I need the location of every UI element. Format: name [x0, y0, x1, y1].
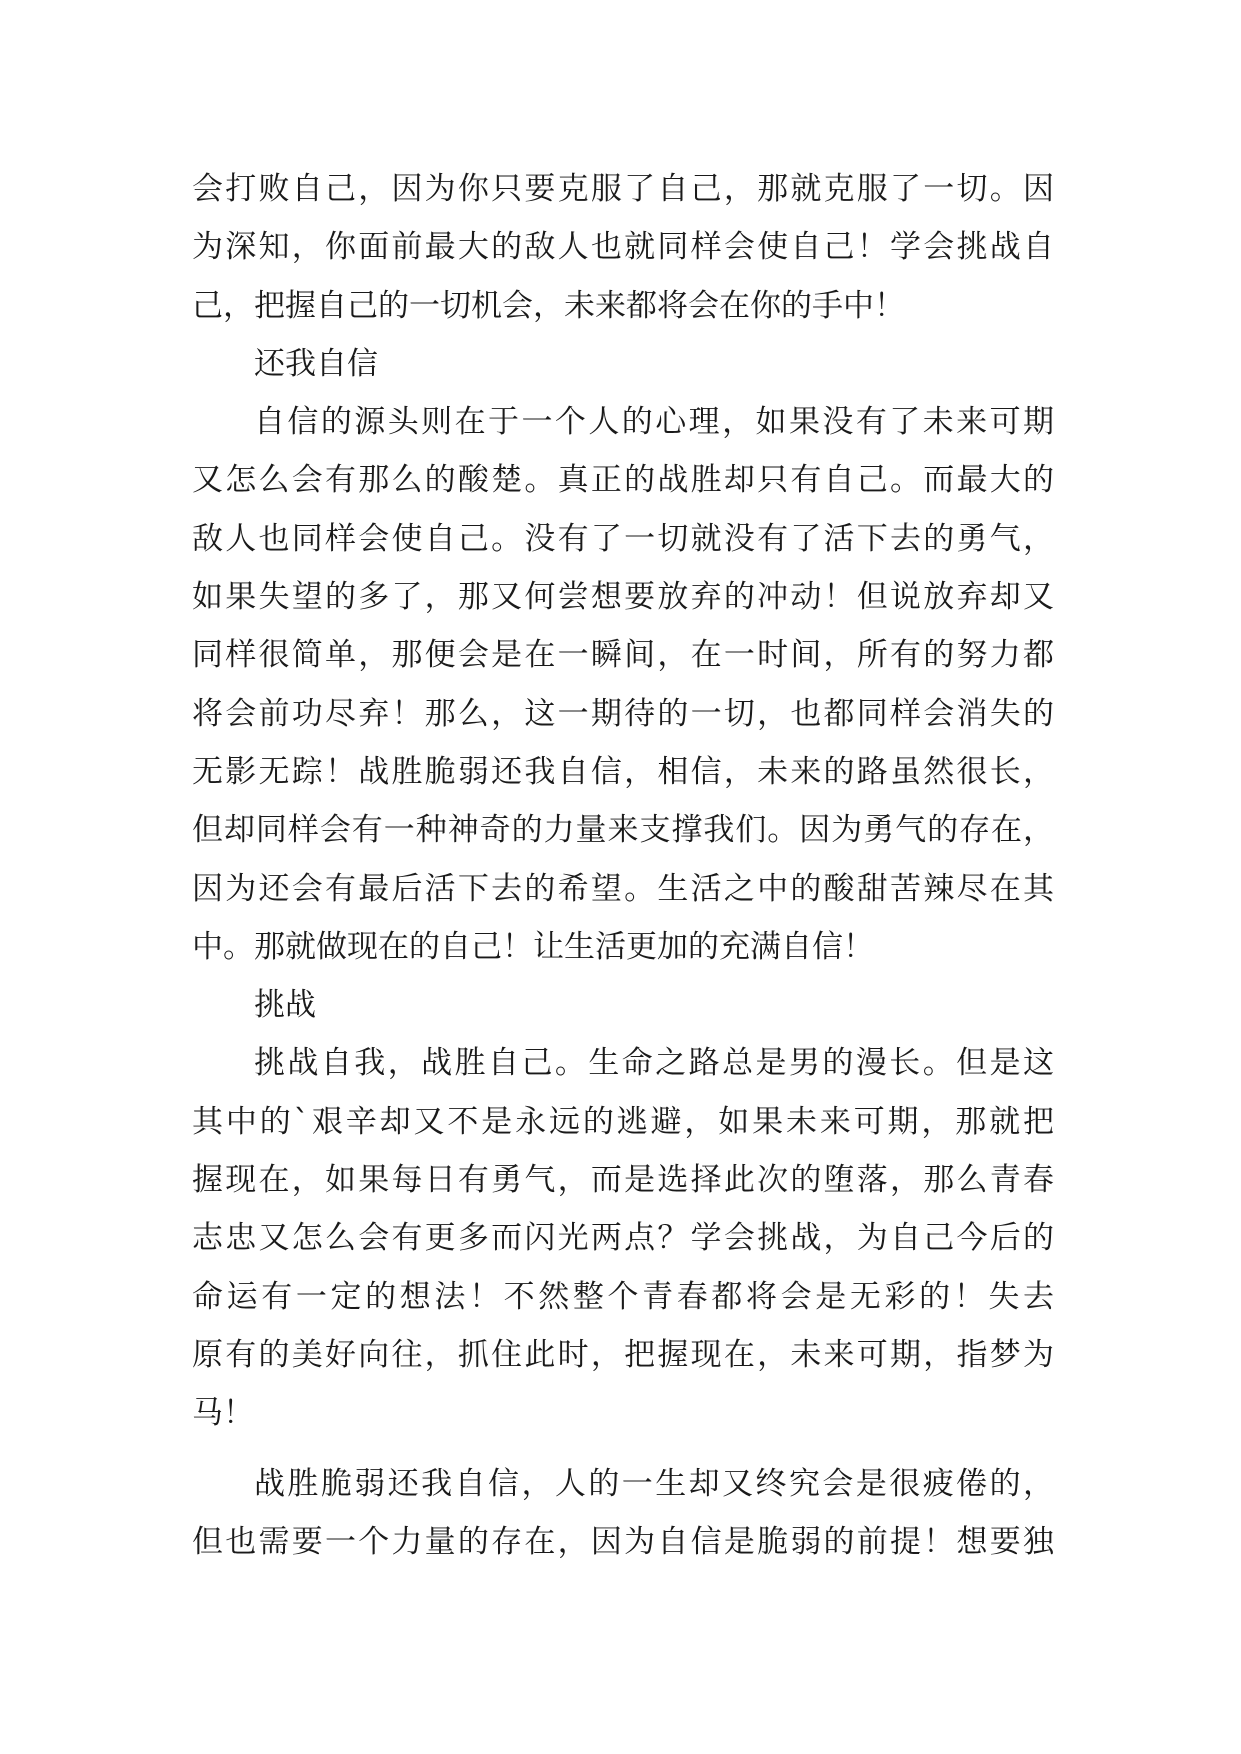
- section-heading: 还我自信: [254, 345, 378, 382]
- text-line: 同样很简单，那便会是在一瞬间，在一时间，所有的努力都: [192, 637, 1054, 674]
- text-line: 命运有一定的想法！不然整个青春都将会是无彩的！失去: [192, 1278, 1054, 1315]
- text-line: 敌人也同样会使自己。没有了一切就没有了活下去的勇气，: [192, 520, 1054, 557]
- section-heading: 挑战: [254, 987, 316, 1024]
- text-line: 中。那就做现在的自己！让生活更加的充满自信！: [192, 928, 874, 965]
- text-line: 但却同样会有一种神奇的力量来支撑我们。因为勇气的存在，: [192, 812, 1054, 849]
- text-line: 原有的美好向往，抓住此时，把握现在，未来可期，指梦为: [192, 1336, 1054, 1373]
- text-line: 握现在，如果每日有勇气，而是选择此次的堕落，那么青春: [192, 1162, 1054, 1199]
- text-line: 挑战自我，战胜自己。生命之路总是男的漫长。但是这: [254, 1045, 1054, 1082]
- paragraph: [192, 393, 1054, 976]
- text-line: 志忠又怎么会有更多而闪光两点？学会挑战，为自己今后的: [192, 1220, 1054, 1257]
- paragraph: [192, 1034, 1054, 1442]
- text-line: 无影无踪！战胜脆弱还我自信，相信，未来的路虽然很长，: [192, 753, 1054, 790]
- document-body: [192, 160, 1054, 1571]
- text-line: 如果失望的多了，那又何尝想要放弃的冲动！但说放弃却又: [192, 579, 1054, 616]
- paragraph-gap: [192, 1443, 1054, 1455]
- text-line: 因为还会有最后活下去的希望。生活之中的酸甜苦辣尽在其: [192, 870, 1054, 907]
- paragraph-continued: [192, 160, 1054, 335]
- text-line: 自信的源头则在于一个人的心理，如果没有了未来可期: [254, 404, 1054, 441]
- text-line: 会打败自己，因为你只要克服了自己，那就克服了一切。因: [192, 171, 1054, 207]
- text-line: 但也需要一个力量的存在，因为自信是脆弱的前提！想要独: [192, 1523, 1054, 1560]
- text-line: 马！: [192, 1395, 254, 1432]
- text-line: 将会前功尽弃！那么，这一期待的一切，也都同样会消失的: [192, 695, 1054, 732]
- text-line: 其中的`艰辛却又不是永远的逃避，如果未来可期，那就把: [192, 1103, 1054, 1140]
- text-line: 又怎么会有那么的酸楚。真正的战胜却只有自己。而最大的: [192, 462, 1054, 499]
- text-line: 战胜脆弱还我自信，人的一生却又终究会是很疲倦的，: [254, 1465, 1054, 1502]
- text-line: 为深知，你面前最大的敌人也就同样会使自己！学会挑战自: [192, 229, 1054, 266]
- paragraph: [192, 1455, 1054, 1572]
- text-line: 己，把握自己的一切机会，未来都将会在你的手中！: [192, 287, 905, 324]
